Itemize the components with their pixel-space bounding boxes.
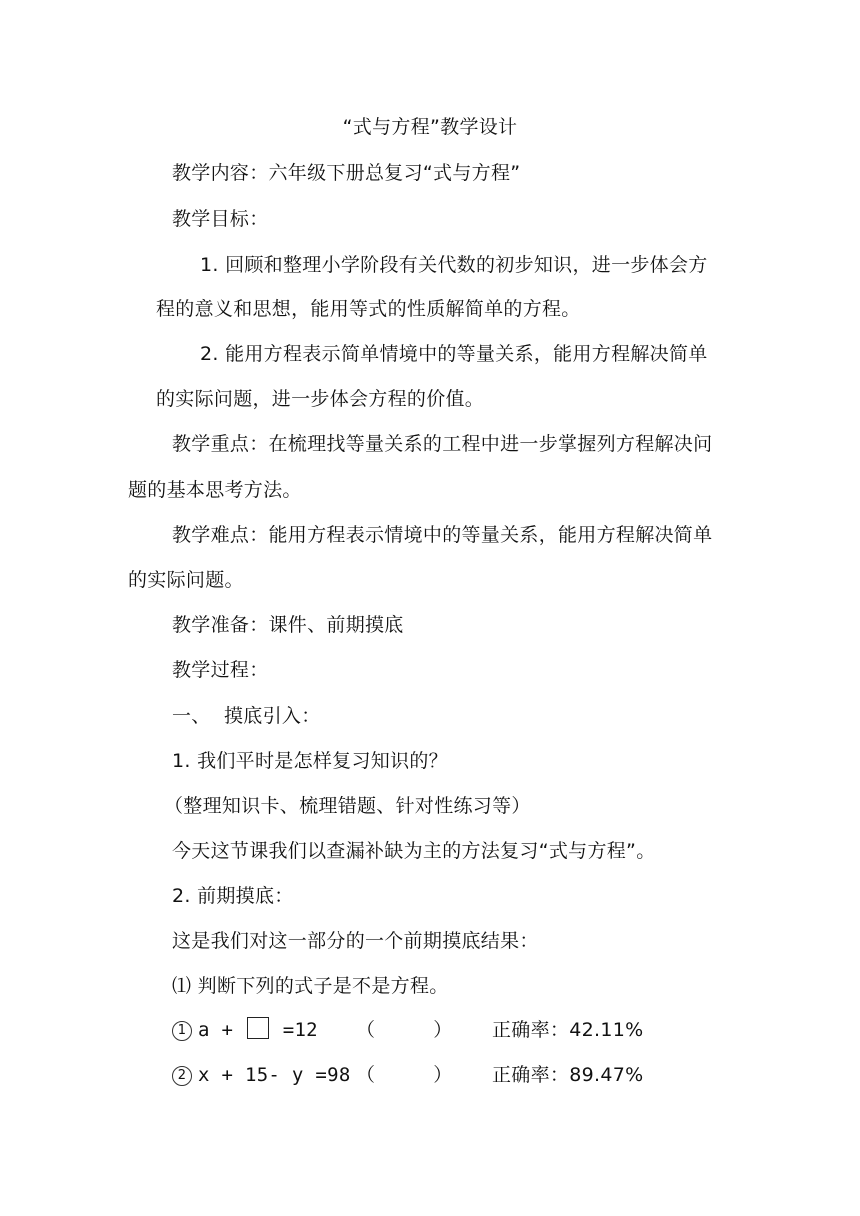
- square-blank-icon: [247, 1017, 269, 1039]
- item-2-answer-blank: （ ）: [356, 1064, 453, 1086]
- item-1-expression-start: a +: [198, 1019, 245, 1041]
- question-1-note: 今天这节课我们以查漏补缺为主的方法复习“式与方程”。: [172, 840, 656, 862]
- question-2: 2. 前期摸底：: [172, 885, 294, 907]
- item-heading: ⑴ 判断下列的式子是不是方程。: [172, 975, 449, 997]
- key-point-line-2: 题的基本思考方法。: [128, 479, 302, 501]
- question-2-intro: 这是我们对这一部分的一个前期摸底结果：: [172, 930, 539, 952]
- goal-2-line-2: 的实际问题，进一步体会方程的价值。: [156, 388, 485, 410]
- section-1-number: 一、: [172, 705, 211, 727]
- section-1-title: 摸底引入：: [224, 705, 321, 727]
- process-heading: 教学过程：: [172, 659, 269, 681]
- goals-heading: 教学目标：: [172, 208, 269, 230]
- document-title: “式与方程”教学设计: [342, 116, 518, 138]
- goal-1-line-1: 1. 回顾和整理小学阶段有关代数的初步知识，进一步体会方: [200, 254, 708, 276]
- difficulty-line-1: 教学难点：能用方程表示情境中的等量关系，能用方程解决简单: [172, 524, 713, 546]
- item-1-accuracy: 正确率：42.11%: [492, 1019, 644, 1041]
- key-point-line-1: 教学重点：在梳理找等量关系的工程中进一步掌握列方程解决问: [172, 433, 713, 455]
- preparation: 教学准备：课件、前期摸底: [172, 614, 404, 636]
- item-2-expression-text: x + 15- y =98: [198, 1064, 351, 1086]
- item-2-expression: [172, 1062, 351, 1088]
- difficulty-line-2: 的实际问题。: [128, 569, 244, 591]
- goal-1-line-2: 程的意义和思想，能用等式的性质解简单的方程。: [156, 298, 581, 320]
- item-1-expression: [172, 1017, 318, 1043]
- item-1-expression-end: =12: [270, 1019, 318, 1041]
- question-1-answer: （整理知识卡、梳理错题、针对性练习等）: [164, 795, 531, 817]
- teaching-content: 教学内容：六年级下册总复习“式与方程”: [172, 162, 521, 184]
- item-1-answer-blank: （ ）: [356, 1019, 453, 1041]
- item-2-accuracy: 正确率：89.47%: [492, 1064, 644, 1086]
- item-1-number: 1: [172, 1021, 192, 1041]
- question-1: 1. 我们平时是怎样复习知识的？: [172, 750, 448, 772]
- item-2-number: 2: [172, 1066, 192, 1086]
- goal-2-line-1: 2. 能用方程表示简单情境中的等量关系，能用方程解决简单: [200, 343, 708, 365]
